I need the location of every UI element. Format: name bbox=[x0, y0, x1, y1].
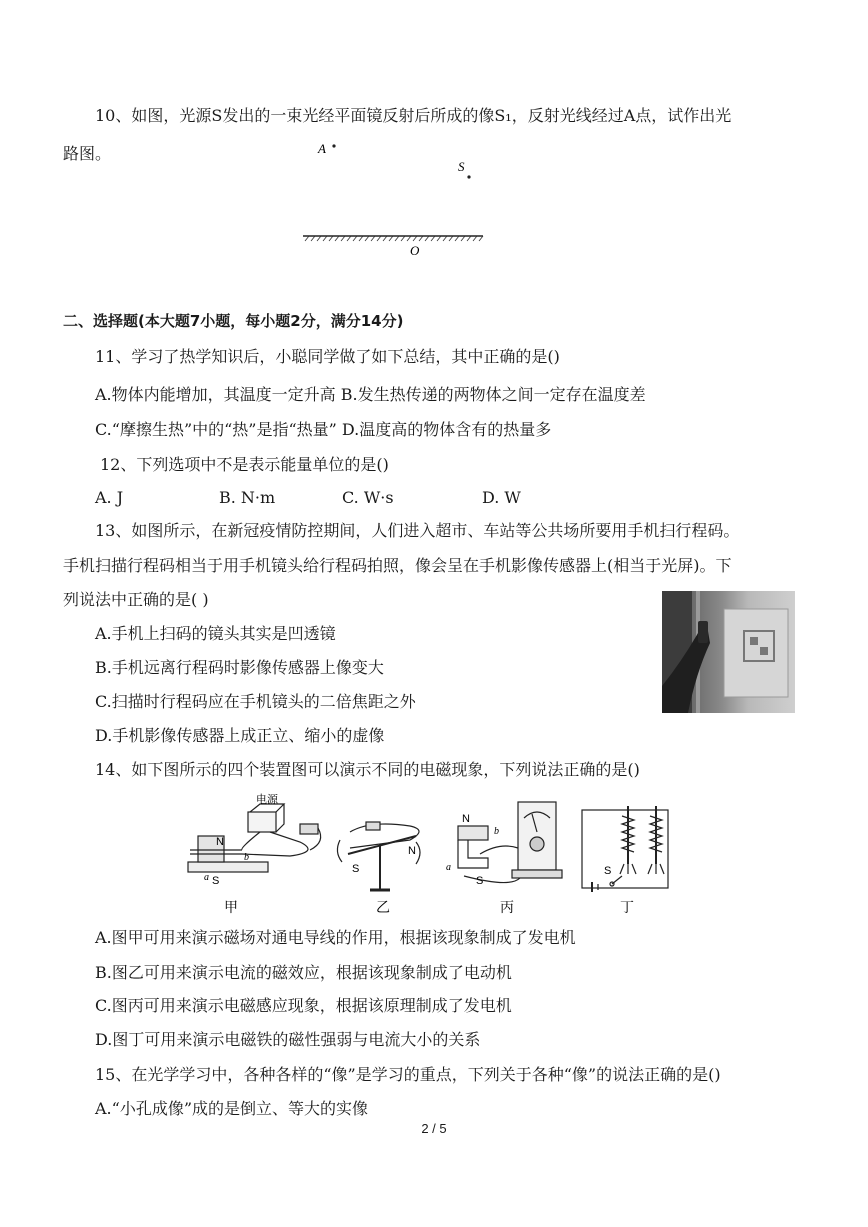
q10-line1: 10、如图，光源S发出的一束光经平面镜反射后所成的像S₁，反射光线经过A点，试作出光 bbox=[95, 106, 732, 125]
bing-a-label: a bbox=[446, 862, 451, 873]
point-s-label: S bbox=[458, 159, 465, 174]
fig-label-yi: 乙 bbox=[376, 900, 390, 916]
q12-stem: 12、下列选项中不是表示能量单位的是() bbox=[100, 455, 389, 474]
q15-option-a: A.“小孔成像”成的是倒立、等大的实像 bbox=[95, 1099, 369, 1118]
jia-b-label: b bbox=[244, 852, 249, 863]
q10-mirror-diagram bbox=[295, 132, 495, 262]
q13-line3: 列说法中正确的是( ) bbox=[63, 590, 209, 609]
yi-n-label: N bbox=[408, 845, 416, 857]
q15-stem: 15、在光学学习中，各种各样的“像”是学习的重点，下列关于各种“像”的说法正确的是() bbox=[95, 1065, 721, 1084]
point-a bbox=[332, 144, 335, 147]
bing-s-label: S bbox=[476, 875, 484, 887]
fig-label-bing: 丙 bbox=[500, 900, 514, 916]
q14-option-d: D.图丁可用来演示电磁铁的磁性强弱与电流大小的关系 bbox=[95, 1030, 481, 1049]
q12-option-b: B. N·m bbox=[219, 488, 276, 507]
bing-n-label: N bbox=[462, 813, 470, 825]
point-s bbox=[467, 175, 470, 178]
q10-line2: 路图。 bbox=[63, 144, 112, 163]
q13-option-c: C.扫描时行程码应在手机镜头的二倍焦距之外 bbox=[95, 692, 416, 711]
jia-n-label: N bbox=[216, 836, 224, 848]
figure-ding bbox=[582, 806, 668, 892]
point-o-label: O bbox=[410, 243, 420, 258]
q14-option-b: B.图乙可用来演示电流的磁效应，根据该现象制成了电动机 bbox=[95, 963, 512, 982]
figure-jia bbox=[188, 804, 321, 872]
q11-options-row2: C.“摩擦生热”中的“热”是指“热量” D.温度高的物体含有的热量多 bbox=[95, 420, 552, 439]
q14-stem: 14、如下图所示的四个装置图可以演示不同的电磁现象，下列说法正确的是() bbox=[95, 760, 640, 779]
q12-option-d: D. W bbox=[482, 488, 521, 507]
q14-electromagnetism-figures bbox=[180, 792, 680, 917]
q13-line1: 13、如图所示，在新冠疫情防控期间，人们进入超市、车站等公共场所要用手机扫行程码。 bbox=[95, 521, 740, 540]
ding-s-label: S bbox=[604, 865, 612, 877]
section-2-header: 二、选择题(本大题7小题，每小题2分，满分14分) bbox=[63, 312, 404, 330]
scanning-photo bbox=[662, 591, 795, 713]
page-number: 2 / 5 bbox=[421, 1121, 447, 1136]
q13-option-b: B.手机远离行程码时影像传感器上像变大 bbox=[95, 658, 384, 677]
q11-stem: 11、学习了热学知识后，小聪同学做了如下总结，其中正确的是() bbox=[95, 347, 560, 366]
jia-a-label: a bbox=[204, 872, 209, 883]
yi-s-label: S bbox=[352, 863, 360, 875]
q11-options-row1: A.物体内能增加，其温度一定升高 B.发生热传递的两物体之间一定存在温度差 bbox=[95, 385, 646, 404]
q13-line2: 手机扫描行程码相当于用手机镜头给行程码拍照，像会呈在手机影像传感器上(相当于光屏)。下 bbox=[63, 556, 732, 575]
q13-option-d: D.手机影像传感器上成正立、缩小的虚像 bbox=[95, 726, 385, 745]
fig-label-jia: 甲 bbox=[224, 900, 238, 916]
mirror-hatching bbox=[305, 236, 483, 241]
q14-option-c: C.图丙可用来演示电磁感应现象，根据该原理制成了发电机 bbox=[95, 996, 512, 1015]
point-a-label: A bbox=[318, 141, 326, 156]
bing-b-label: b bbox=[494, 826, 499, 837]
jia-s-label: S bbox=[212, 875, 220, 887]
q13-option-a: A.手机上扫码的镜头其实是凹透镜 bbox=[95, 624, 336, 643]
q12-option-a: A. J bbox=[95, 488, 124, 507]
fig-label-ding: 丁 bbox=[620, 900, 634, 916]
jia-power-label: 电源 bbox=[256, 794, 278, 806]
figure-bing bbox=[458, 802, 562, 883]
q14-option-a: A.图甲可用来演示磁场对通电导线的作用，根据该现象制成了发电机 bbox=[95, 928, 576, 947]
q12-option-c: C. W·s bbox=[342, 488, 394, 507]
